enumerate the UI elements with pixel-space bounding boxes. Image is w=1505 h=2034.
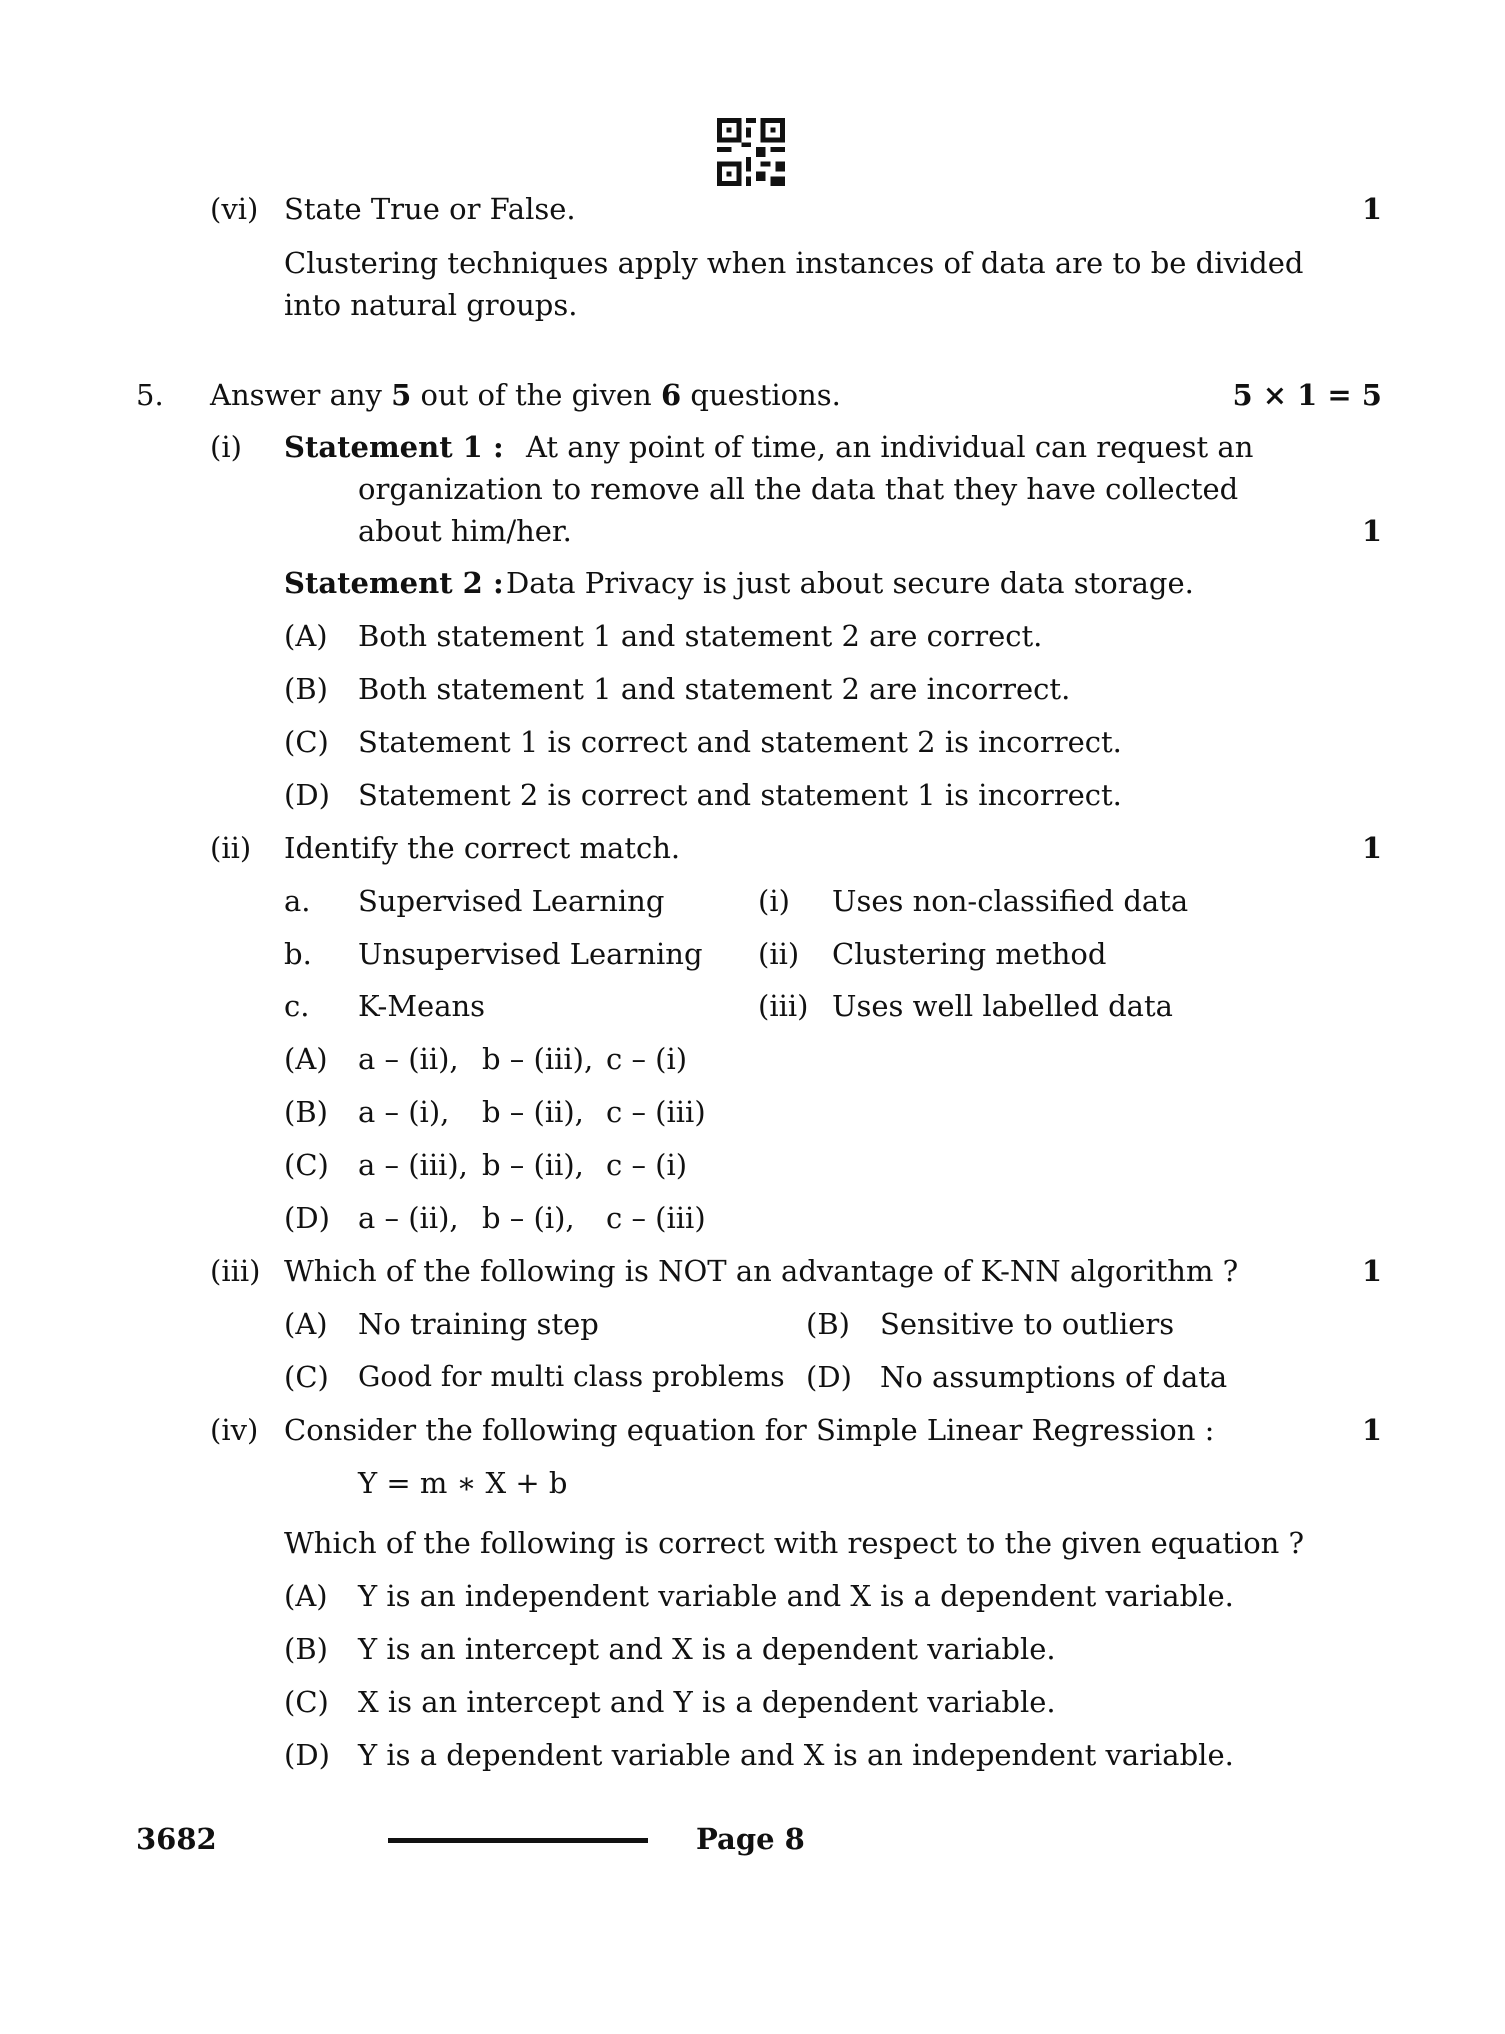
- q5-i-option-text: Statement 2 is correct and statement 1 is incorrect.: [358, 778, 1122, 812]
- q5-ii-option-key: (A): [284, 1042, 328, 1076]
- q5-number: 5.: [136, 378, 164, 412]
- q4-vi-text-line1: Clustering techniques apply when instances of data are to be divided: [284, 246, 1304, 280]
- q5-i-option-text: Both statement 1 and statement 2 are correct.: [358, 619, 1043, 653]
- q5-i-option-key: (D): [284, 778, 330, 812]
- q5-i-option-text: Both statement 1 and statement 2 are incorrect.: [358, 672, 1071, 706]
- q5-i-option-key: (B): [284, 672, 328, 706]
- q5-iii-option-key: (C): [284, 1360, 329, 1394]
- q5-ii-option-key: (D): [284, 1201, 330, 1235]
- q5-ii-option-key: (C): [284, 1148, 329, 1182]
- match-right-text: Uses well labelled data: [832, 989, 1173, 1023]
- q4-vi-prompt: State True or False.: [284, 192, 576, 226]
- match-left-key: a.: [284, 884, 311, 918]
- q5-i-statement1-line1: At any point of time, an individual can request an: [526, 430, 1254, 464]
- q5-iv-option-key: (D): [284, 1738, 330, 1772]
- q5-ii-option-a: a – (iii),: [358, 1148, 468, 1182]
- q5-instruction-total: 6: [660, 378, 682, 412]
- q5-i-statement1-label: Statement 1 :: [284, 430, 504, 464]
- q5-i-option-key: (C): [284, 725, 329, 759]
- q5-ii-option-a: a – (ii),: [358, 1201, 459, 1235]
- q5-ii-option-key: (B): [284, 1095, 328, 1129]
- q5-ii-option-c: c – (iii): [606, 1201, 706, 1235]
- q5-ii-option-a: a – (i),: [358, 1095, 450, 1129]
- q5-ii-option-c: c – (i): [606, 1042, 688, 1076]
- q5-instruction-count: 5: [391, 378, 412, 412]
- q5-iii-option-key: (D): [806, 1360, 852, 1394]
- page-number: Page 8: [696, 1822, 805, 1856]
- q5-iv-number: (iv): [210, 1413, 259, 1447]
- q5-iv-option-key: (B): [284, 1632, 328, 1666]
- q5-iii-option-key: (A): [284, 1307, 328, 1341]
- q5-i-number: (i): [210, 430, 242, 464]
- q5-iii-option-text: No assumptions of data: [880, 1360, 1228, 1394]
- q5-i-statement2-text: Data Privacy is just about secure data storage.: [506, 566, 1194, 600]
- q5-ii-marks: 1: [1361, 831, 1382, 865]
- match-right-text: Clustering method: [832, 937, 1107, 971]
- q5-ii-option-b: b – (i),: [482, 1201, 575, 1235]
- q5-iv-marks: 1: [1361, 1413, 1382, 1447]
- q5-iii-option-text: No training step: [358, 1307, 599, 1341]
- q5-ii-number: (ii): [210, 831, 252, 865]
- q5-ii-prompt: Identify the correct match.: [284, 831, 681, 865]
- q5-iii-number: (iii): [210, 1254, 261, 1288]
- q5-ii-option-b: b – (iii),: [482, 1042, 594, 1076]
- q5-iv-option-key: (A): [284, 1579, 328, 1613]
- q5-iii-option-text: Sensitive to outliers: [880, 1307, 1175, 1341]
- q5-i-statement1-line3: about him/her.: [358, 514, 572, 548]
- footer-divider: [388, 1838, 648, 1843]
- q5-ii-option-a: a – (ii),: [358, 1042, 459, 1076]
- match-right-key: (ii): [758, 937, 800, 971]
- q5-ii-option-c: c – (iii): [606, 1095, 706, 1129]
- q5-iii-marks: 1: [1361, 1254, 1382, 1288]
- q5-ii-option-b: b – (ii),: [482, 1095, 584, 1129]
- q5-iv-option-key: (C): [284, 1685, 329, 1719]
- q5-iv-question: Which of the following is correct with respect to the given equation ?: [284, 1526, 1305, 1560]
- match-left-key: c.: [284, 989, 310, 1023]
- match-right-text: Uses non-classified data: [832, 884, 1189, 918]
- q5-instruction-mid: out of the given: [411, 378, 661, 412]
- q4-vi-number: (vi): [210, 192, 259, 226]
- match-left-text: Supervised Learning: [358, 884, 665, 918]
- paper-code: 3682: [136, 1822, 217, 1856]
- q5-iv-equation: Y = m ∗ X + b: [358, 1466, 568, 1500]
- q5-marks: 5 × 1 = 5: [1232, 378, 1382, 412]
- match-left-text: K-Means: [358, 989, 486, 1023]
- q5-iv-option-text: Y is an independent variable and X is a dependent variable.: [358, 1579, 1234, 1613]
- q5-i-option-text: Statement 1 is correct and statement 2 is incorrect.: [358, 725, 1122, 759]
- q5-instruction-post: questions.: [681, 378, 841, 412]
- q5-iii-option-text: Good for multi class problems: [358, 1360, 785, 1393]
- qr-code-icon: [716, 118, 786, 186]
- q5-iv-option-text: Y is an intercept and X is a dependent variable.: [358, 1632, 1056, 1666]
- match-left-text: Unsupervised Learning: [358, 937, 703, 971]
- match-left-key: b.: [284, 937, 312, 971]
- q5-iii-prompt: Which of the following is NOT an advantage of K-NN algorithm ?: [284, 1254, 1239, 1288]
- q5-i-statement1-line2: organization to remove all the data that they have collected: [358, 472, 1239, 506]
- match-right-key: (iii): [758, 989, 809, 1023]
- q5-ii-option-b: b – (ii),: [482, 1148, 584, 1182]
- q5-iv-option-text: Y is a dependent variable and X is an independent variable.: [358, 1738, 1234, 1772]
- q5-instruction: [210, 374, 841, 416]
- q5-i-statement2-label: Statement 2 :: [284, 566, 504, 600]
- q5-iii-option-key: (B): [806, 1307, 850, 1341]
- q5-iv-option-text: X is an intercept and Y is a dependent variable.: [358, 1685, 1056, 1719]
- q5-instruction-pre: Answer any: [210, 378, 392, 412]
- q5-iv-prompt: Consider the following equation for Simple Linear Regression :: [284, 1413, 1215, 1447]
- match-right-key: (i): [758, 884, 790, 918]
- q5-ii-option-c: c – (i): [606, 1148, 688, 1182]
- q5-i-option-key: (A): [284, 619, 328, 653]
- q4-vi-text-line2: into natural groups.: [284, 288, 578, 322]
- q4-vi-marks: 1: [1361, 192, 1382, 226]
- q5-i-marks: 1: [1361, 514, 1382, 548]
